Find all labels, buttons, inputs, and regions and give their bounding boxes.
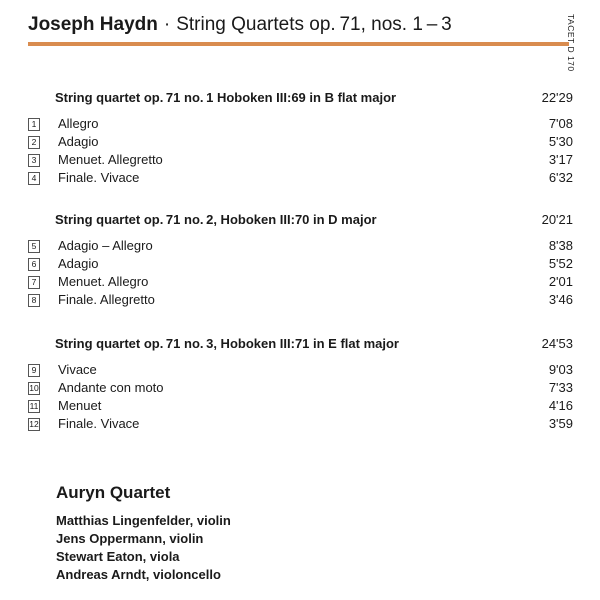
track-number: 1 bbox=[28, 118, 40, 131]
track-number: 4 bbox=[28, 172, 40, 185]
track-row[interactable] bbox=[28, 274, 573, 292]
track-duration: 7'08 bbox=[548, 116, 573, 131]
track-row[interactable] bbox=[28, 292, 573, 310]
track-duration: 3'59 bbox=[548, 416, 573, 431]
track-name: Andante con moto bbox=[58, 380, 164, 395]
header-rule bbox=[28, 42, 569, 46]
track-number: 7 bbox=[28, 276, 40, 289]
member: Matthias Lingenfelder, violin bbox=[56, 513, 231, 528]
track-number: 8 bbox=[28, 294, 40, 307]
track-row[interactable] bbox=[28, 416, 573, 434]
track-name: Adagio bbox=[58, 134, 99, 149]
track-row[interactable] bbox=[28, 134, 573, 152]
work-total-duration: 20'21 bbox=[541, 212, 573, 227]
track-name: Menuet. Allegretto bbox=[58, 152, 163, 167]
track-row[interactable] bbox=[28, 398, 573, 416]
track-number: 5 bbox=[28, 240, 40, 253]
track-name: Finale. Vivace bbox=[58, 170, 140, 185]
track-row[interactable] bbox=[28, 238, 573, 256]
work-total-duration: 24'53 bbox=[541, 336, 573, 351]
track-name: Menuet bbox=[58, 398, 102, 413]
track-number: 11 bbox=[29, 401, 39, 411]
work-section bbox=[28, 212, 573, 310]
album-title: String Quartets op. 71, nos. 1 – 3 bbox=[176, 14, 452, 35]
ensemble-members bbox=[56, 513, 231, 585]
track-row[interactable] bbox=[28, 170, 573, 188]
member: Andreas Arndt, violoncello bbox=[56, 567, 221, 582]
track-name: Vivace bbox=[58, 362, 97, 377]
track-name: Adagio bbox=[58, 256, 99, 271]
member: Jens Oppermann, violin bbox=[56, 531, 204, 546]
work-title-row bbox=[28, 90, 573, 112]
track-name: Allegro bbox=[58, 116, 99, 131]
track-row[interactable] bbox=[28, 380, 573, 398]
track-duration: 8'38 bbox=[548, 238, 573, 253]
work-total-duration: 22'29 bbox=[541, 90, 573, 105]
work-section bbox=[28, 336, 573, 434]
page-header bbox=[28, 14, 568, 36]
work-title: String quartet op. 71 no. 1 Hoboken III:69 in B flat major bbox=[55, 90, 397, 105]
track-duration: 6'32 bbox=[548, 170, 573, 185]
track-number: 12 bbox=[29, 419, 39, 429]
track-duration: 2'01 bbox=[548, 274, 573, 289]
work-title: String quartet op. 71 no. 3, Hoboken III:71 in E flat major bbox=[55, 336, 399, 351]
composer-name: Joseph Haydn bbox=[28, 14, 158, 35]
track-row[interactable] bbox=[28, 256, 573, 274]
track-duration: 7'33 bbox=[548, 380, 573, 395]
track-duration: 5'30 bbox=[548, 134, 573, 149]
track-number: 3 bbox=[28, 154, 40, 167]
track-row[interactable] bbox=[28, 116, 573, 134]
work-title: String quartet op. 71 no. 2, Hoboken III:70 in D major bbox=[55, 212, 377, 227]
work-section bbox=[28, 90, 573, 188]
track-number: 10 bbox=[29, 383, 39, 393]
track-number: 2 bbox=[28, 136, 40, 149]
track-name: Finale. Vivace bbox=[58, 416, 140, 431]
track-number: 9 bbox=[28, 364, 40, 377]
track-duration: 3'46 bbox=[548, 292, 573, 307]
track-duration: 3'17 bbox=[548, 152, 573, 167]
track-duration: 5'52 bbox=[548, 256, 573, 271]
track-name: Menuet. Allegro bbox=[58, 274, 149, 289]
track-name: Finale. Allegretto bbox=[58, 292, 155, 307]
work-title-row bbox=[28, 212, 573, 234]
track-row[interactable] bbox=[28, 152, 573, 170]
header-separator: · bbox=[163, 14, 171, 35]
ensemble-name: Auryn Quartet bbox=[56, 483, 171, 502]
track-row[interactable] bbox=[28, 362, 573, 380]
track-duration: 4'16 bbox=[548, 398, 573, 413]
catalog-number: TACET D 170 bbox=[566, 14, 576, 72]
work-title-row bbox=[28, 336, 573, 358]
track-name: Adagio – Allegro bbox=[58, 238, 153, 253]
track-number: 6 bbox=[28, 258, 40, 271]
member: Stewart Eaton, viola bbox=[56, 549, 180, 564]
track-duration: 9'03 bbox=[548, 362, 573, 377]
